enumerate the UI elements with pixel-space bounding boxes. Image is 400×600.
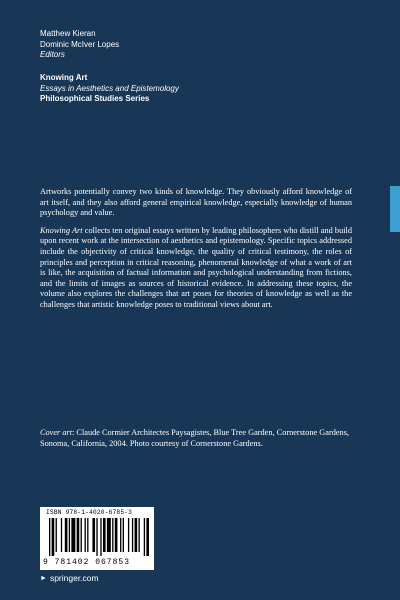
barcode-bar — [69, 518, 70, 552]
description-paragraph: Artworks potentially convey two kinds of knowledge. They obviously afford knowledge of art itself, and they also afford general empirical knowledge, especially knowledge of human psychology and value. — [40, 187, 352, 218]
barcode-bar — [132, 518, 133, 552]
barcode-bar — [128, 518, 129, 552]
barcode-bar — [144, 518, 145, 556]
barcode-bar — [112, 518, 113, 552]
barcode-bar — [71, 518, 75, 552]
series-name: Philosophical Studies Series — [40, 94, 150, 103]
barcode-bar — [135, 518, 138, 552]
barcode-bar — [92, 518, 95, 552]
description-paragraph — [40, 226, 352, 311]
publisher-link[interactable] — [40, 573, 99, 583]
barcode-bar — [146, 518, 149, 556]
inline-title: Knowing Art — [40, 225, 83, 235]
barcode-bar — [61, 518, 62, 552]
barcode-bar — [52, 518, 55, 556]
editor-name: Matthew Kieran — [40, 29, 96, 38]
barcode-bar — [107, 518, 111, 552]
right-arrow-icon: ► — [40, 574, 47, 582]
title-block — [40, 73, 179, 105]
barcode-bars — [49, 518, 149, 556]
barcode-bar — [115, 518, 118, 552]
editors-block — [40, 29, 119, 61]
barcode-bar — [103, 518, 106, 552]
cover-art-text: : Claude Cormier Architectes Paysagistes, Blue Tree Garden, Cornerstone Gardens, Sonoma, California, 2004. Photo courtesy of Cornerstone Gardens. — [40, 428, 350, 448]
editors-role: Editors — [40, 50, 65, 59]
barcode-bar — [87, 518, 88, 552]
barcode-digits: 9 781402 067853 — [43, 558, 131, 567]
edge-tab — [390, 186, 400, 232]
barcode-bar — [56, 518, 57, 552]
book-subtitle: Essays in Aesthetics and Epistemology — [40, 83, 179, 93]
barcode-bar — [49, 518, 50, 556]
barcode-bar — [123, 518, 124, 552]
barcode-bar — [81, 518, 82, 552]
barcode-bar — [85, 518, 86, 552]
cover-art-label: Cover art — [40, 428, 73, 437]
barcode-bar — [100, 518, 101, 556]
barcode-bar — [138, 518, 139, 552]
barcode-bar — [96, 518, 97, 556]
description — [40, 187, 352, 318]
publisher-url: springer.com — [49, 573, 99, 583]
barcode-box — [40, 507, 154, 570]
cover-art-credit — [40, 428, 352, 449]
book-title: Knowing Art — [40, 73, 88, 82]
barcode-bar — [77, 518, 80, 552]
barcode-bar — [120, 518, 121, 552]
editor-name: Dominic McIver Lopes — [40, 39, 120, 49]
paragraph-text: collects ten original essays written by leading philosophers who distill and build upon recent work at the intersection of aesthetics and epistemology. Specific topics addressed include the objectivity of critical knowledge, the quality of critical testimony, the roles of principles and perception in critical reasoning, phenomenal knowledge of what a work of art is like, the acquisition of factual information and psychological understanding from fictions, and the limits of images as sources of historical evidence. In addressing these topics, the volume also explores the challenges that art poses for theories of knowledge as well as the challenges that artistic knowledge poses to traditional views about art. — [40, 225, 352, 309]
barcode-bar — [65, 518, 68, 552]
isbn-number: ISBN 978-1-4020-6785-3 — [46, 509, 133, 516]
